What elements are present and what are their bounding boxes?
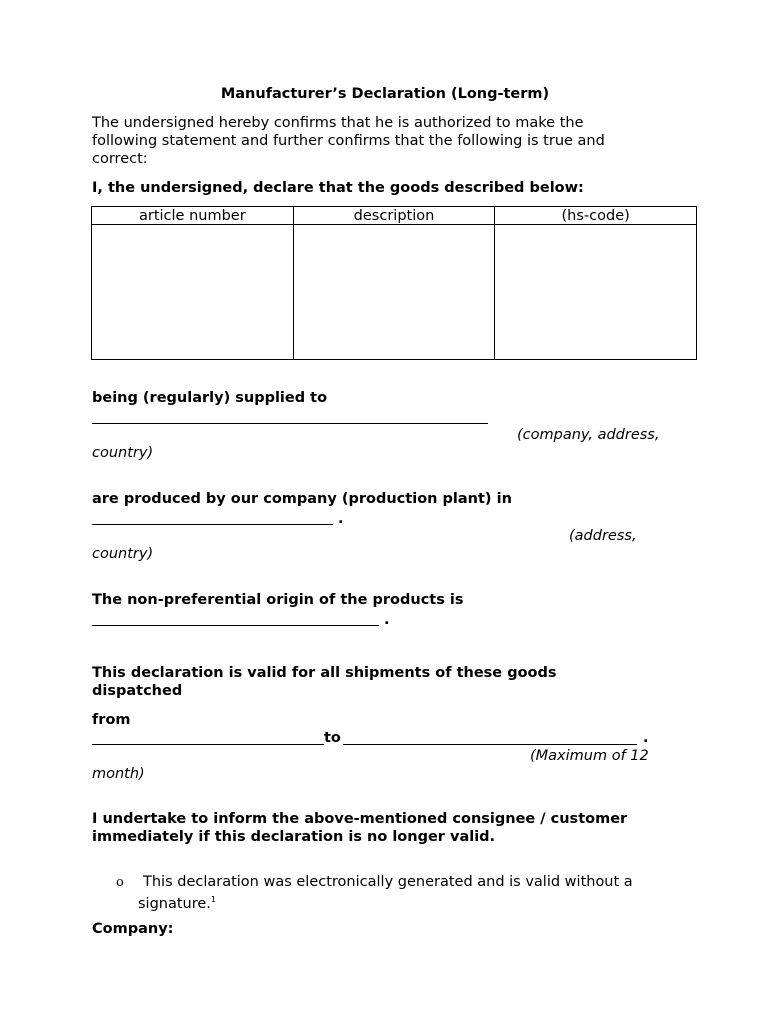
page-title: Manufacturer’s Declaration (Long-term) <box>220 86 550 102</box>
goods-table-header-row <box>92 207 697 225</box>
article-number-cell[interactable] <box>92 225 294 360</box>
origin-blank[interactable] <box>92 625 379 626</box>
goods-table <box>91 206 697 360</box>
produced-period: . <box>338 511 344 527</box>
supplied-label: being (regularly) supplied to <box>92 390 328 406</box>
produced-hint: (address, <box>569 528 637 544</box>
electronic-signature-text: signature. <box>138 895 211 912</box>
electronic-text-line-1: This declaration was electronically generated and is valid without a <box>143 874 633 890</box>
company-label: Company: <box>92 921 174 937</box>
validity-text-line-2: dispatched <box>92 683 183 699</box>
supplied-to-blank[interactable] <box>92 423 488 424</box>
intro-text-line-2: following statement and further confirms that the following is true and <box>92 133 605 149</box>
origin-period: . <box>384 612 390 628</box>
supplied-hint: (company, address, <box>517 427 660 443</box>
checkbox-bullet-icon[interactable]: o <box>116 875 124 890</box>
description-cell[interactable] <box>293 225 495 360</box>
undertake-text-line-1: I undertake to inform the above-mentioned consignee / customer <box>92 811 628 827</box>
header-hs-code: (hs-code) <box>495 207 697 225</box>
header-description: description <box>293 207 495 225</box>
produced-hint-country: country) <box>92 546 154 562</box>
validity-text-line-1: This declaration is valid for all shipments of these goods <box>92 665 557 681</box>
hs-code-cell[interactable] <box>495 225 697 360</box>
from-label: from <box>92 712 131 728</box>
declare-heading: I, the undersigned, declare that the goods described below: <box>92 180 584 196</box>
validity-hint-month: month) <box>92 766 145 782</box>
intro-text-line-1: The undersigned hereby confirms that he is authorized to make the <box>92 115 584 131</box>
validity-hint: (Maximum of 12 <box>530 748 649 764</box>
to-date-blank[interactable] <box>343 744 637 745</box>
electronic-text-line-2 <box>138 891 216 913</box>
header-article-number: article number <box>92 207 294 225</box>
to-label: to <box>324 730 341 746</box>
origin-label: The non-preferential origin of the products is <box>92 592 464 608</box>
footnote-marker: 1 <box>210 895 217 904</box>
validity-period: . <box>643 730 649 746</box>
production-plant-blank[interactable] <box>92 524 333 525</box>
produced-label: are produced by our company (production plant) in <box>92 491 512 507</box>
undertake-text-line-2: immediately if this declaration is no longer valid. <box>92 829 496 845</box>
supplied-hint-country: country) <box>92 445 154 461</box>
goods-table-row <box>92 225 697 360</box>
intro-text-line-3: correct: <box>92 151 148 167</box>
from-date-blank[interactable] <box>92 744 324 745</box>
